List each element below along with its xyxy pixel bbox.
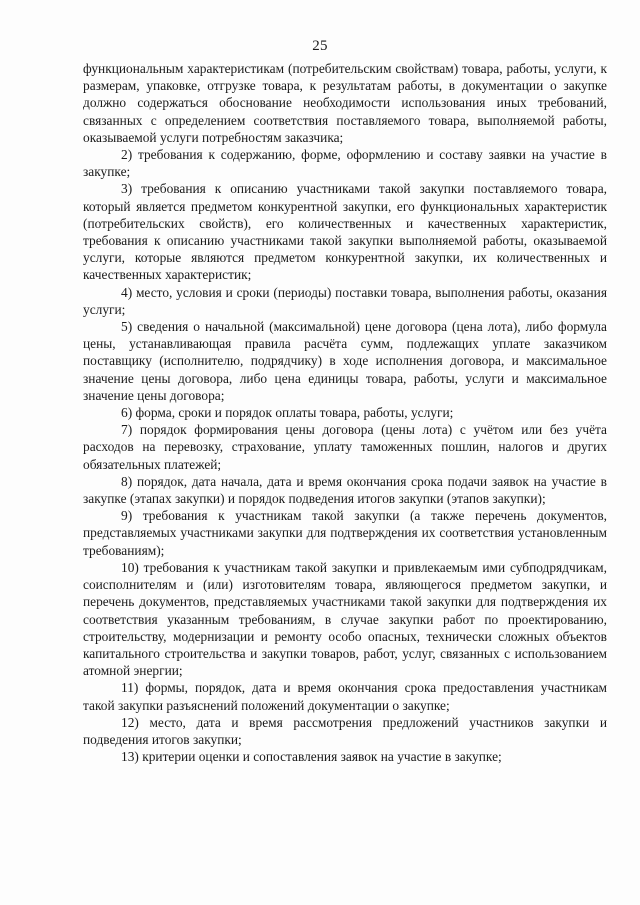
paragraph-item-2: 2) требования к содержанию, форме, оформлению и составу заявки на участие в закупке; <box>83 147 607 180</box>
paragraph-item-7: 7) порядок формирования цены договора (цены лота) с учётом или без учёта расходов на перевозку, страхование, уплату таможенных пошлин, налогов и других обязательных платежей; <box>83 422 607 472</box>
page-number: 25 <box>312 38 328 54</box>
paragraph-item-13: 13) критерии оценки и сопоставления заявок на участие в закупке; <box>121 749 502 765</box>
paragraph-item-8: 8) порядок, дата начала, дата и время окончания срока подачи заявок на участие в закупке (этапах закупки) и порядок подведения итогов закупки (этапов закупки); <box>83 473 607 507</box>
document-body <box>83 60 607 765</box>
paragraph-item-3: 3) требования к описанию участниками такой закупки поставляемого товара, который является предметом конкурентной закупки, его функциональных характеристик (потребительских свойств), его количественных и качественных характеристик, требования к описанию участниками такой закупки выполняемой работы, оказываемой услуги, которые являются предметом конкурентной закупки, их количественных и качественных характеристик; <box>83 181 607 283</box>
paragraph-item-9: 9) требования к участникам такой закупки (а также перечень документов, представляемых участниками закупки для подтверждения их соответствия установленным требованиям); <box>83 508 607 558</box>
paragraph-item-5: 5) сведения о начальной (максимальной) цене договора (цена лота), либо формула цены, устанавливающая правила расчёта сумм, подлежащих уплате заказчиком поставщику (исполнителю, подрядчику) в ходе исполнения договора, и максимальное значение цены договора, либо цена единицы товара, работы, услуги и максимальное значение цены договора; <box>83 319 607 403</box>
paragraph-item-11: 11) формы, порядок, дата и время окончания срока предоставления участникам такой закупки разъяснений положений документации о закупке; <box>83 680 607 713</box>
paragraph-item-6: 6) форма, сроки и порядок оплаты товара, работы, услуги; <box>121 405 454 421</box>
paragraph-item-10: 10) требования к участникам такой закупки и привлекаемым ими субподрядчикам, соисполнителям и (или) изготовителям товара, являющегося предметом закупки, и перечень документов, представляемых участниками такой закупки для подтверждения их соответствия указанным требованиям, в случае закупки работ по проектированию, строительству, модернизации и ремонту особо опасных, технически сложных объектов капитального строительства и закупки товаров, работ, услуг, связанных с использованием атомной энергии; <box>83 559 607 679</box>
paragraph-item-4: 4) место, условия и сроки (периоды) поставки товара, выполнения работы, оказания услуги; <box>83 284 607 317</box>
paragraph-item-12: 12) место, дата и время рассмотрения предложений участников закупки и подведения итогов закупки; <box>83 714 607 747</box>
paragraph-continuation: функциональным характеристикам (потребительским свойствам) товара, работы, услуги, к размерам, упаковке, отгрузке товара, к результатам работы, в документации о закупке должно содержаться обоснование необходимости использования иных требований, связанных с определением соответствия поставляемого товара, выполняемой работы, оказываемой услуги потребностям заказчика; <box>83 61 607 145</box>
